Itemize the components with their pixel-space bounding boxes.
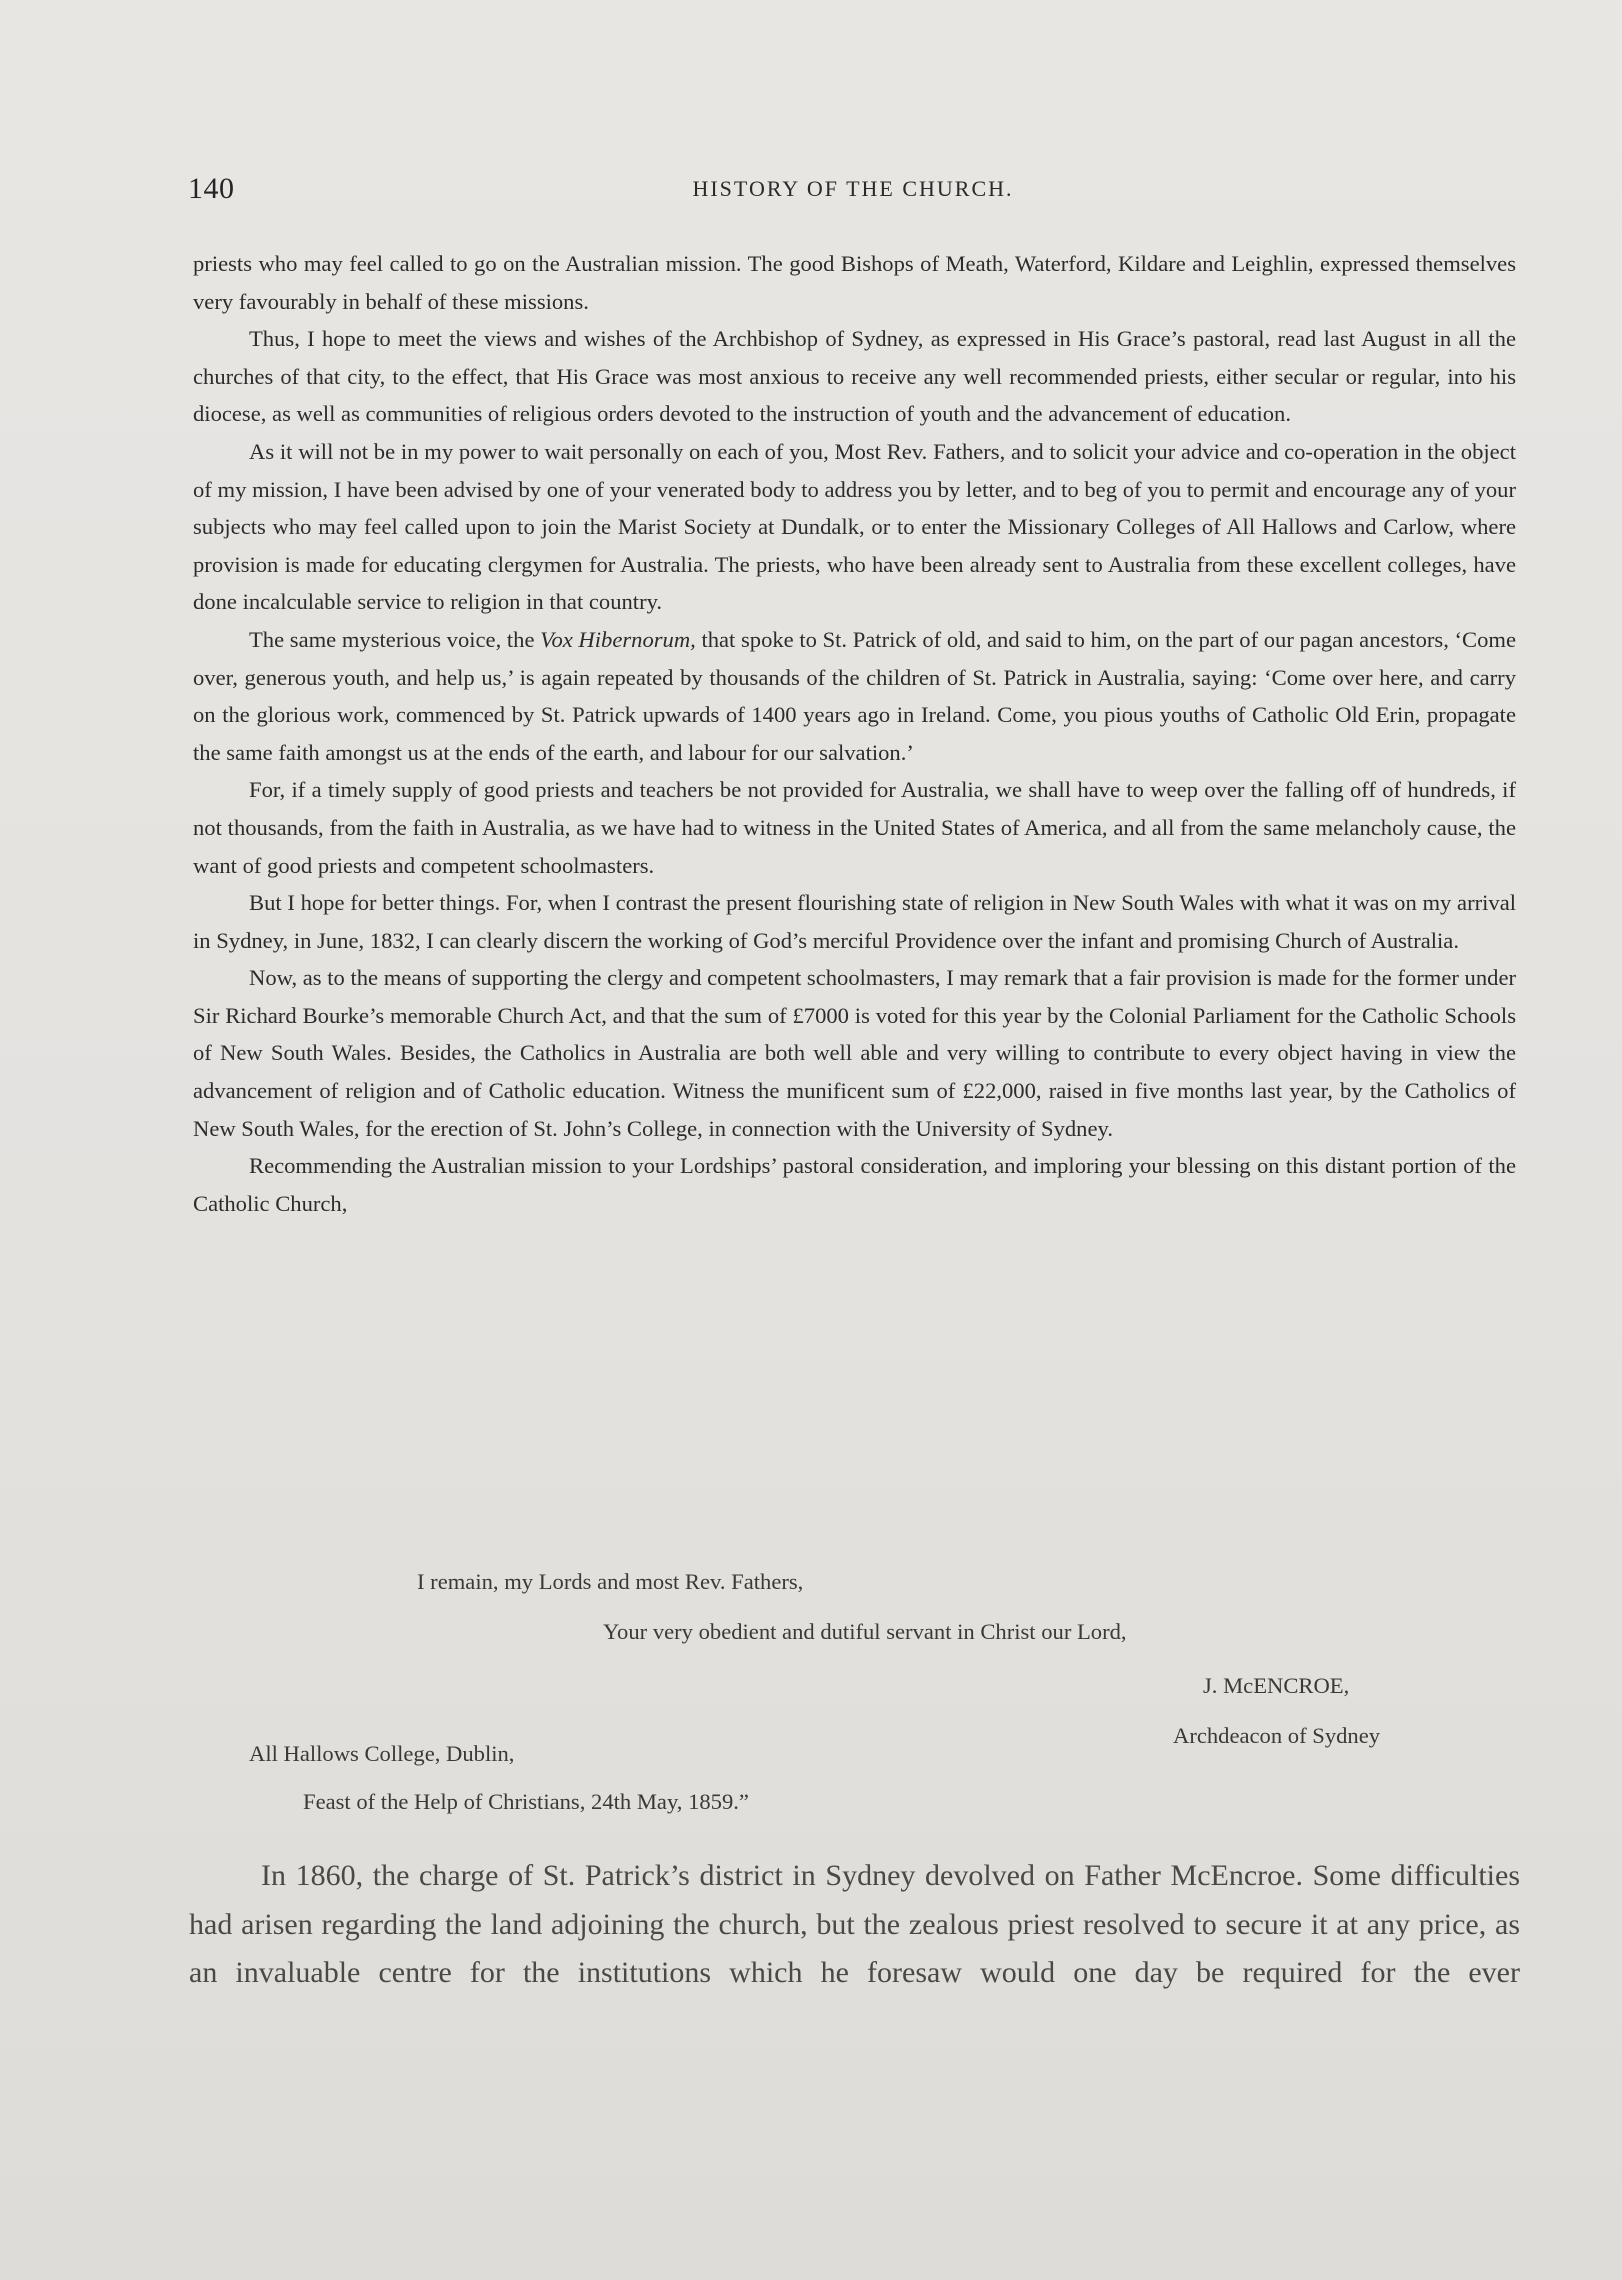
closing-place: All Hallows College, Dublin, — [249, 1741, 515, 1766]
letter-paragraph-colleges: As it will not be in my power to wait personally on each of you, Most Rev. Fathers, and to solicit your advice and co-operation in the object of my mission, I have been advised by one of your venerated body to address you by letter, and to beg of you to permit and encourage any of your subjects who may feel called upon to join the Marist Society at Dundalk, or to enter the Missionary Colleges of All Hallows and Carlow, where provision is made for educating clergymen for Australia. The priests, who have been already sent to Australia from these excellent colleges, have done incalculable service to religion in that country. — [193, 438, 1516, 615]
closing-signature: J. McENCROE, — [1203, 1673, 1350, 1698]
letter-paragraph-continuation: priests who may feel called to go on the Australian mission. The good Bishops of Meath, Waterford, Kildare and Leighlin, expressed themselves very favourably in behalf of these missions. — [193, 251, 1516, 314]
narrative-text — [189, 1852, 1520, 1998]
narrative-paragraph: In 1860, the charge of St. Patrick’s district in Sydney devolved on Father McEncroe. Some difficulties had arisen regarding the land adjoining the church, but the zealous priest resolved to secure it at any price, as an invaluable centre for the institutions which he foresaw would one day be required for the ever — [189, 1859, 1520, 1989]
closing-signatory-title: Archdeacon of Sydney — [1173, 1723, 1381, 1748]
letter-paragraph-archbishop: Thus, I hope to meet the views and wishes of the Archbishop of Sydney, as expressed in His Grace’s pastoral, read last August in all the churches of that city, to the effect, that His Grace was most anxious to receive any well recommended priests, either secular or regular, into his diocese, as well as communities of religious orders devoted to the instruction of youth and the advancement of education. — [193, 326, 1516, 427]
closing-servant: Your very obedient and dutiful servant in Christ our Lord, — [603, 1619, 1127, 1644]
letter-paragraph-vox-hibernorum — [193, 621, 1516, 771]
letter-paragraph-means: Now, as to the means of supporting the clergy and competent schoolmasters, I may remark that a fair provision is made for the former under Sir Richard Bourke’s memorable Church Act, and that the sum of £7000 is voted for this year by the Colonial Parliament for the Catholic Schools of New South Wales. Besides, the Catholics in Australia are both well able and very willing to contribute to every object having in view the advancement of religion and of Catholic education. Witness the munificent sum of £22,000, raised in five months last year, by the Catholics of New South Wales, for the erection of St. John’s College, in connection with the University of Sydney. — [193, 965, 1516, 1141]
closing-date: Feast of the Help of Christians, 24th May, 1859.” — [303, 1789, 749, 1814]
letter-paragraph-better-things: But I hope for better things. For, when I contrast the present flourishing state of religion in New South Wales with what it was on my arrival in Sydney, in June, 1832, I can clearly discern the working of God’s merciful Providence over the infant and promising Church of Australia. — [193, 890, 1516, 953]
vox-text-before: The same mysterious voice, the — [249, 626, 541, 652]
letter-paragraph-recommending: Recommending the Australian mission to your Lordships’ pastoral consideration, and imploring your blessing on this distant portion of the Catholic Church, — [193, 1153, 1516, 1216]
running-head — [188, 172, 1518, 212]
closing-remain: I remain, my Lords and most Rev. Fathers, — [417, 1569, 804, 1594]
vox-hibernorum-italic: Vox Hibernorum, — [540, 626, 696, 652]
running-title: HISTORY OF THE CHURCH. — [692, 176, 1014, 201]
vox-text-after: that spoke to St. Patrick of old, and said to him, on the part of our pagan ancestors, ‘Come over, generous youth, and help us,’ is again repeated by thousands of the children of St. Patrick in Australia, saying: ‘Come over here, and carry on the glorious work, commenced by St. Patrick upwards of 1400 years ago in Ireland. Come, you pious youths of Catholic Old Erin, propagate the same faith amongst us at the ends of the earth, and labour for our salvation.’ — [193, 626, 1516, 765]
quoted-letter — [193, 245, 1516, 1222]
letter-paragraph-supply: For, if a timely supply of good priests and teachers be not provided for Australia, we shall have to weep over the falling off of hundreds, if not thousands, from the faith in Australia, as we have had to witness in the United States of America, and all from the same melancholy cause, the want of good priests and competent schoolmasters. — [193, 777, 1516, 878]
page-number: 140 — [188, 172, 235, 205]
